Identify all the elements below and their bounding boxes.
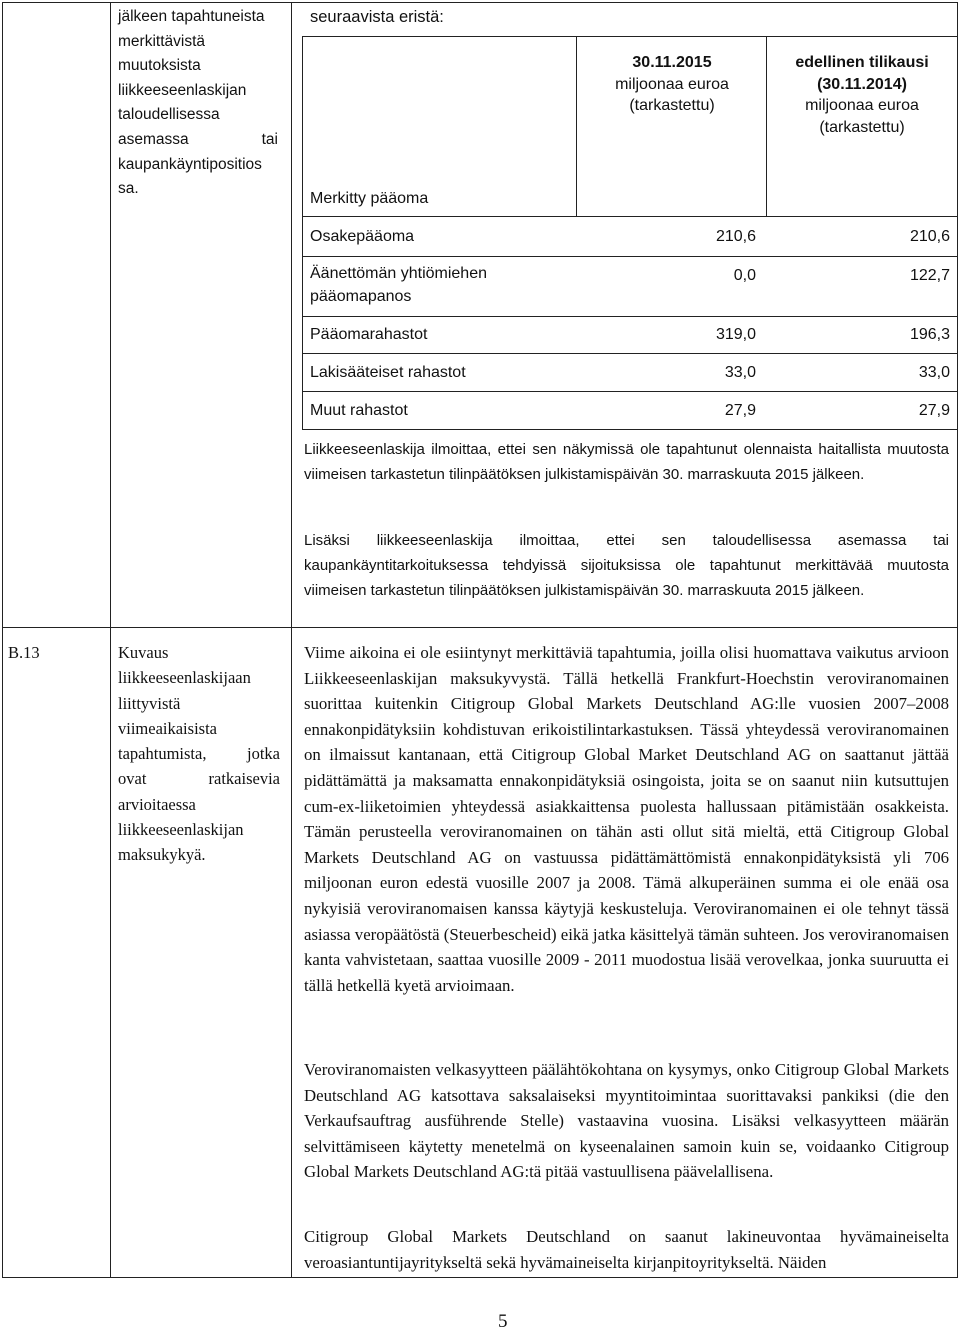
column-divider-2 [291,2,292,1278]
value-2014: 27,9 [918,402,950,419]
text-line: liikkeeseenlaskijaan [118,668,251,688]
value-2015: 210,6 [715,228,756,245]
text-line: jälkeen tapahtuneista [118,8,265,25]
column-header-2014 [768,52,956,138]
header-bottom-line [303,216,958,217]
row-line [303,256,958,257]
text-fragment: ratkaisevia [208,769,280,789]
header-unit: miljoonaa euroa [805,97,919,114]
row-label: Äänettömän yhtiömiehen [310,265,487,282]
row-label: Osakepääoma [310,228,415,245]
row-line [303,429,958,430]
text-fragment: asemassa [118,130,189,148]
group-label: Merkitty pääoma [310,190,429,207]
header-date: (30.11.2014) [817,75,907,93]
paragraph-tax-audit: Viime aikoina ei ole esiintynyt merkittäviä tapahtumia, joilla olisi huomattava vaikutus arvioon Liikkeeseenlaskijan maksukyvystä. Tällä hetkellä Frankfurt-Hoechstin veroviranomainen suorittaa kuitenkin Citigroup Global Markets Deutschland AG:lle vuosien 2007–2008 ennakonpidätyksiin kohdistuvan erikoistilintarkastuksen. Tässä yhteydessä veroviranomainen on ilmaissut kantanaan, että Citigroup Global Market Deutschland AG on saattanut jättää pidättämättä ja maksamatta ennakonpidätyksiä osingoista, joita se on saanut niin kutsuttujen cum-ex-liiketoimien yhteydessä asiakkaittensa puolesta hallussaan pitämistään osakkeista. Tämän perusteella veroviranomainen on tähän asti ollut sitä mieltä, että Citigroup Global Markets Deutschland AG on vastuussa pidättämättömistä ennakonpidätyksistä yli 706 miljoonan euron edestä vuosille 2007 ja 2008. Tämä alkuperäinen summa ei ole enää osa nykyisiä veroviranomaisen kanssa käytyjä keskusteluja. Veroviranomainen ei ole tehnyt tässä asiassa veropäätöstä (Steuerbescheid) eikä jatka käsittelyä tämän suhteen. Jos veroviranomaisen kanta vahvistetaan, saattaa vuosille 2009 - 2011 muodostua lisää verovelkaa, jonka suuruutta ei tällä hetkellä kyetä arvioimaan. [304,643,949,995]
paragraph-tax-claim: Veroviranomaisten velkasyytteen päälähtökohtana on kysymys, onko Citigroup Global Markets Deutschland AG katsottava saksalaiseksi myyntitoimintaa suorittavaksi pankiksi (die den Verkaufsauftrag ausführende Stelle) vastaavina vuosina. Lisäksi velkasyytteen määrän selvittämiseen käytetty menetelmä on kyseenalainen samoin kuin se, voidaanko Citigroup Global Markets Deutschland AG:tä pitää vastuullisena päävelallisena. [304,1060,949,1182]
row-label: Pääomarahastot [310,326,428,343]
text-line: arvioitaessa [118,794,196,814]
page-number: 5 [498,1311,508,1332]
header-unit: miljoonaa euroa [615,75,729,93]
text-line: Kuvaus [118,643,169,662]
section-divider [2,627,958,628]
note-no-adverse-change: Liikkeeseenlaskija ilmoittaa, ettei sen näkymissä ole tapahtunut olennaista haitallista muutosta viimeisen tarkastetun tilinpäätöksen julkistamispäivän 30. marraskuuta 2015 jälkeen. [304,441,949,483]
paragraph-legal-advice: Citigroup Global Markets Deutschland on saanut lakineuvontaa hyvämaineiselta veroasiantuntijayritykseltä sekä hyvämaineiselta kirjanpitoyritykseltä. Näiden [304,1227,949,1272]
inner-table-top [303,36,958,37]
text-line: merkittävistä [118,32,205,50]
note-no-significant-change: Lisäksi liikkeeseenlaskija ilmoittaa, ettei sen taloudellisessa asemassa tai kaupankäyntitarkoituksessa tehdyissä sijoituksissa ole tapahtunut merkittävää muutosta viimeisen tarkastetun tilinpäätöksen julkistamispäivän 30. marraskuuta 2015 jälkeen. [304,532,949,599]
header-date: 30.11.2015 [632,54,712,71]
text-line: liikkeeseenlaskijan [118,81,247,99]
value-2014: 122,7 [909,267,950,284]
text-fragment: ovat [118,769,147,789]
text-line: taloudellisessa [118,106,220,124]
text-line-split [118,741,280,766]
text-line: viimeaikaisista [118,718,217,738]
text-line-split [118,128,278,153]
section-id: B.13 [8,643,40,662]
table-intro: seuraavista eristä: [310,8,444,26]
table-border-left [2,2,3,1278]
row-line [303,316,958,317]
value-2014: 210,6 [909,228,950,245]
row-label: Muut rahastot [310,402,408,419]
text-line: kaupankäyntipositios [118,155,262,173]
text-line: muutoksista [118,57,201,75]
section-title [118,640,282,868]
text-fragment: tai [261,130,278,148]
row-label-continued: pääomapanos [310,288,412,305]
value-2014: 33,0 [918,364,950,381]
previous-section-title [118,5,282,202]
row-line [303,391,958,392]
inner-table-left [302,36,303,430]
value-2014: 196,3 [909,326,950,343]
header-status: (tarkastettu) [819,118,905,136]
text-line: maksukykyä. [118,845,206,865]
table-border-right [957,2,958,1278]
value-2015: 27,9 [724,402,756,419]
value-2015: 319,0 [715,326,756,343]
column-divider-1 [110,2,111,1278]
value-2015: 0,0 [733,267,756,284]
header-status: (tarkastettu) [629,97,715,114]
value-2015: 33,0 [724,364,756,381]
row-line [303,353,958,354]
text-line: sa. [118,180,139,198]
inner-header-divider-2 [766,36,767,217]
inner-header-divider-1 [576,36,577,217]
header-label: edellinen tilikausi [795,54,929,71]
text-line-split [118,766,280,791]
column-header-2015 [578,52,766,117]
row-label: Lakisääteiset rahastot [310,364,466,381]
text-fragment: jotka [247,744,280,764]
table-border-bottom [2,1277,958,1278]
text-fragment: tapahtumista, [118,744,207,764]
table-border-top [2,2,958,3]
text-line: liittyvistä [118,693,181,713]
text-line: liikkeeseenlaskijan [118,820,244,840]
